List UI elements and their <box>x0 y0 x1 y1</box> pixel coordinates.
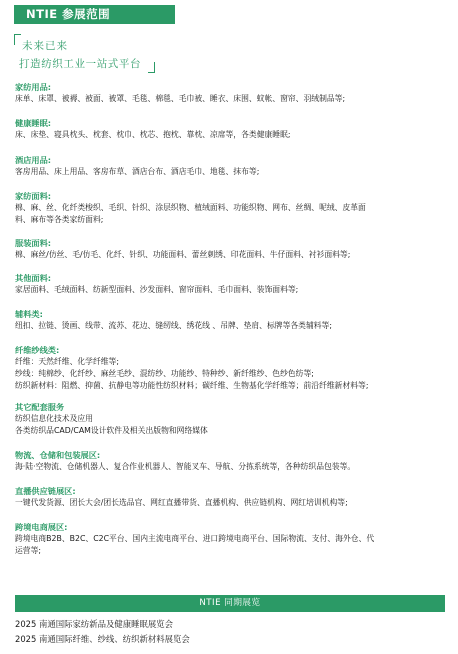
section-text: 床、床垫、寝具枕头、枕套、枕巾、枕芯、抱枕、靠枕、凉席等，各类健康睡眠; <box>15 130 291 139</box>
section-other-services <box>15 402 445 437</box>
section-home-textiles <box>15 82 445 105</box>
section-title: 家纺面料: <box>15 191 52 201</box>
section-title: 跨境电商展区: <box>15 522 68 532</box>
section-text: 纺织信息化技术及应用 <box>15 414 93 423</box>
section-text: 客房用品、床上用品、客房布草、酒店台布、酒店毛巾、地毯、抹布等; <box>15 167 260 176</box>
section-title: 物流、仓储和包装展区: <box>15 450 101 460</box>
section-text: 纺织新材料：阻燃、抑菌、抗静电等功能性纺织材料；碳纤维、生物基化学纤维等；前沿纤维新材料等; <box>15 381 369 390</box>
section-accessories <box>15 309 445 332</box>
section-hotel-supplies <box>15 155 445 178</box>
section-home-fabrics <box>15 191 445 226</box>
section-title: 服装面料: <box>15 238 52 248</box>
section-title: 酒店用品: <box>15 155 52 165</box>
section-text: 海·陆·空物流、仓储机器人、复合作业机器人、智能叉车、导航、分拣系统等，各种纺织品包装等。 <box>15 462 356 471</box>
section-logistics <box>15 450 445 473</box>
section-title: 其它配套服务 <box>15 402 65 412</box>
slogan-bracket-left <box>14 34 21 45</box>
slogan-line-2: 打造纺织工业一站式平台 <box>19 58 142 70</box>
section-text: 棉、麻丝/仿丝、毛/仿毛、化纤、针织、功能面料、蕾丝刺绣、印花面料、牛仔面料、衬衫面料等; <box>15 250 351 259</box>
section-text: 纤维：天然纤维、化学纤维等; <box>15 357 119 366</box>
slogan-line-1: 未来已来 <box>22 40 68 52</box>
section-text: 纱线：纯棉纱、化纤纱、麻丝毛纱、混纺纱、功能纱、特种纱、新纤维纱、色纱色纺等; <box>15 369 314 378</box>
section-title: 辅料类: <box>15 309 43 319</box>
section-text: 运营等; <box>15 546 42 555</box>
section-text: 床单、床罩、被褥、被面、被罩、毛毯、棉毯、毛巾被、睡衣、床围、蚊帐、窗帘、羽绒制品等; <box>15 94 346 103</box>
section-text: 跨境电商B2B、B2C、C2C平台、国内主流电商平台、进口跨境电商平台、国际物流、支付、海外仓、代 <box>15 534 375 543</box>
section-title: 家纺用品: <box>15 82 52 92</box>
section-title: 纤维纱线类: <box>15 345 60 355</box>
exhibition-item: 2025 南通国际纤维、纱线、纺织新材料展览会 <box>15 634 190 644</box>
section-text: 各类纺织品CAD/CAM设计软件及相关出版物和网络媒体 <box>15 426 208 435</box>
section-text: 纽扣、拉链、烫画、线带、流苏、花边、缝纫线、绣花线 、吊牌、垫肩、标牌等各类辅料等; <box>15 321 332 330</box>
section-cross-border <box>15 522 445 557</box>
exhibition-item: 2025 南通国际家纺新品及健康睡眠展览会 <box>15 619 173 629</box>
section-text: 家居面料、毛绒面料、纺新型面料、沙发面料、窗帘面料、毛巾面料、装饰面料等; <box>15 285 299 294</box>
section-text: 棉、麻、丝、化纤类梭织、毛织、针织、涂层织物、植绒面料、功能织物、网布、丝绸、呢绒、皮革面 <box>15 203 366 212</box>
section-livestream-supply <box>15 486 445 509</box>
section-title: 其他面料: <box>15 273 52 283</box>
section-text: 料、麻布等各类家纺面料; <box>15 215 104 224</box>
concurrent-exhibitions-title: NTIE 同期展览 <box>15 595 445 612</box>
section-apparel-fabrics <box>15 238 445 261</box>
section-fiber-yarn <box>15 345 445 392</box>
page-title: NTIE 参展范围 <box>14 5 175 24</box>
section-title: 直播供应链展区: <box>15 486 76 496</box>
section-healthy-sleep <box>15 118 445 141</box>
section-other-fabrics <box>15 273 445 296</box>
section-text: 一键代发货源、团长大会/团长选品官、网红直播带货、直播机构、供应链机构、网红培训机构等; <box>15 498 348 507</box>
slogan-block <box>14 34 174 76</box>
section-title: 健康睡眠: <box>15 118 52 128</box>
slogan-bracket-right <box>148 62 155 73</box>
